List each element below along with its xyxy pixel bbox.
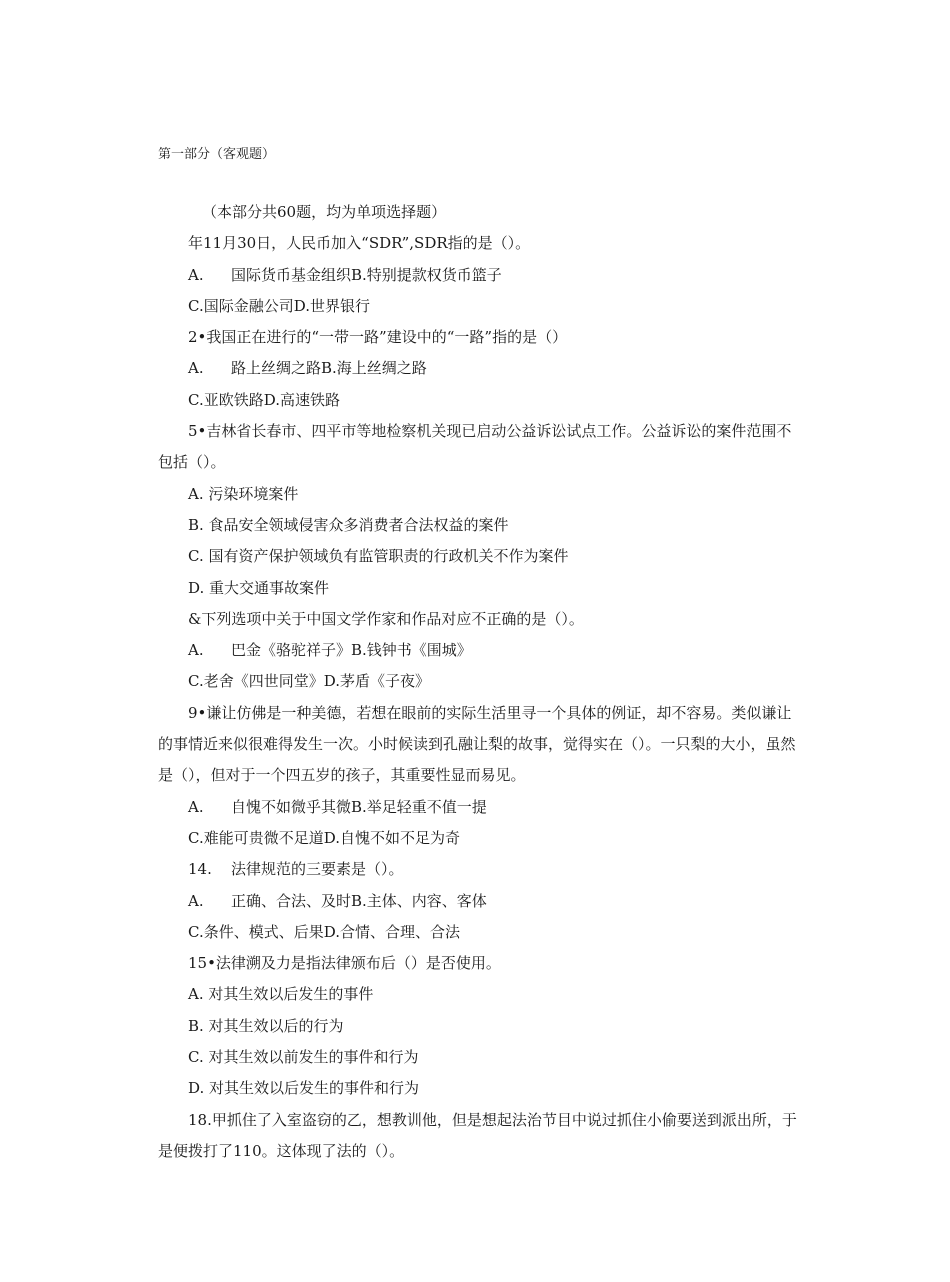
- option-text: 正确、合法、及时B.主体、内容、客体: [231, 891, 487, 910]
- option-letter: A.: [188, 891, 204, 910]
- option-text: 国际货币基金组织B.特别提款权货币篮子: [231, 265, 502, 284]
- question-text: 法律规范的三要素是（）。: [231, 860, 404, 879]
- option-line: [188, 260, 798, 291]
- option-line: [188, 353, 798, 384]
- question-stem: [188, 854, 798, 885]
- option-line: [188, 635, 798, 666]
- question-stem: 2•我国正在进行的“一带一路”建设中的“一路”指的是（）: [188, 328, 568, 347]
- option-line: A. 对其生效以后发生的事件: [188, 985, 374, 1004]
- question-stem: 9•谦让仿佛是一种美德，若想在眼前的实际生活里寻一个具体的例证，却不容易。类似谦让的事情近来似很难得发生一次。小时候读到孔融让梨的故事，觉得实在（）。一只梨的大小，虽然是（），但对于一个四五岁的孩子，其重要性显而易见。: [158, 703, 796, 785]
- question-stem: 5•吉林省长春市、四平市等地检察机关现已启动公益诉讼试点工作。公益诉讼的案件范围不包括（）。: [158, 422, 792, 472]
- option-text: 巴金《骆驼祥子》B.钱钟书《围城》: [231, 641, 472, 660]
- section-title: 第一部分（客观题）: [158, 147, 276, 162]
- option-line: C.国际金融公司D.世界银行: [188, 296, 370, 315]
- option-line: B. 对其生效以后的行为: [188, 1016, 344, 1035]
- option-line: [188, 792, 798, 823]
- option-line: D. 重大交通事故案件: [188, 578, 330, 597]
- option-line: [188, 886, 798, 917]
- option-letter: A.: [188, 265, 204, 284]
- option-letter: A.: [188, 797, 204, 816]
- question-number: 14.: [188, 860, 212, 879]
- question-stem: 15•法律溯及力是指法律颁布后（）是否使用。: [188, 954, 501, 973]
- option-line: C.条件、模式、后果D.合情、合理、合法: [188, 922, 460, 941]
- option-text: 自愧不如微乎其微B.举足轻重不值一提: [231, 797, 487, 816]
- section-intro: （本部分共60题，均为单项选择题）: [202, 203, 447, 221]
- question-stem: 年11月30日，人民币加入“SDR”,SDR指的是（）。: [188, 234, 531, 253]
- option-line: C.老舍《四世同堂》D.茅盾《子夜》: [188, 672, 430, 691]
- option-letter: A.: [188, 641, 204, 660]
- option-letter: A.: [188, 359, 204, 378]
- question-stem: &下列选项中关于中国文学作家和作品对应不正确的是（）。: [188, 609, 584, 628]
- question-stem: 18.甲抓住了入室盗窃的乙，想教训他，但是想起法治节目中说过抓住小偷要送到派出所，于是便拨打了110。这体现了法的（）。: [158, 1110, 797, 1160]
- option-line: A. 污染环境案件: [188, 484, 299, 503]
- option-line: B. 食品安全领域侵害众多消费者合法权益的案件: [188, 515, 509, 534]
- option-line: C. 国有资产保护领域负有监管职责的行政机关不作为案件: [188, 547, 569, 566]
- question-list: [158, 197, 798, 1167]
- option-line: C.难能可贵微不足道D.自愧不如不足为奇: [188, 828, 460, 847]
- option-text: 路上丝绸之路B.海上丝绸之路: [231, 359, 427, 378]
- option-line: C. 对其生效以前发生的事件和行为: [188, 1048, 419, 1067]
- option-line: C.亚欧铁路D.高速铁路: [188, 390, 340, 409]
- option-line: D. 对其生效以后发生的事件和行为: [188, 1079, 420, 1098]
